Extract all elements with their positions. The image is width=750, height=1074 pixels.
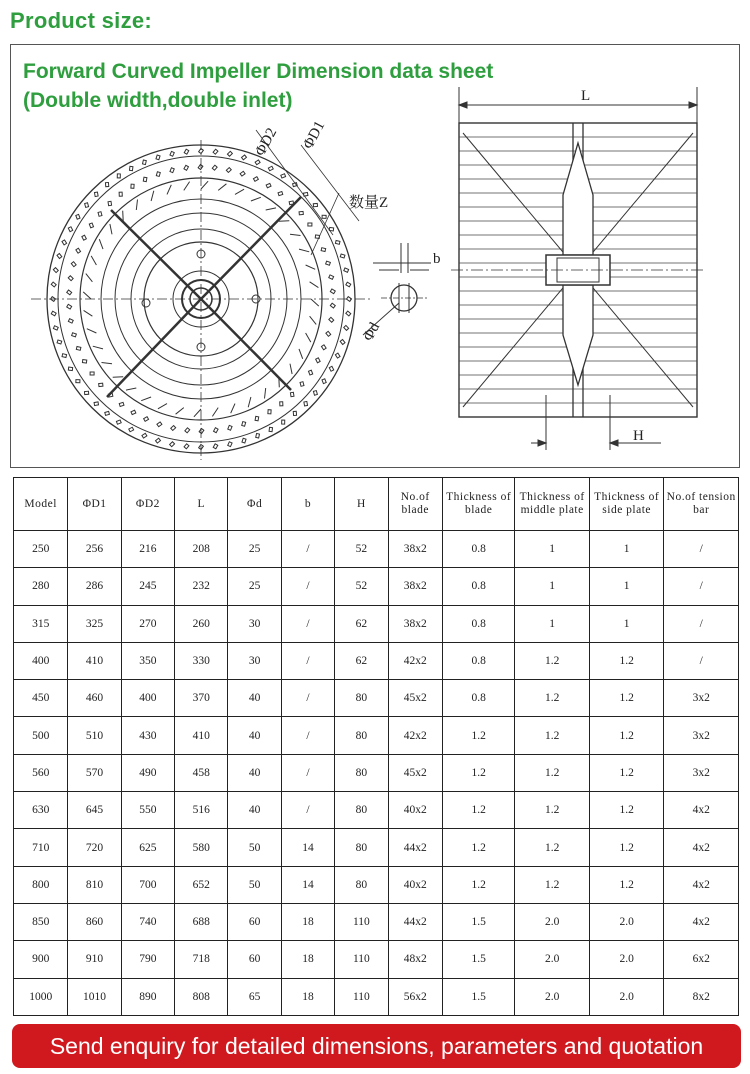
cell-middle-plate-thickness: 1.2 [515, 717, 590, 754]
cell-b: 14 [281, 866, 334, 903]
cell-model: 400 [14, 642, 68, 679]
cell-h: 110 [335, 941, 388, 978]
cell-middle-plate-thickness: 1 [515, 568, 590, 605]
table-header-row [14, 478, 739, 531]
cell-h: 110 [335, 903, 388, 940]
cell-tension-bar-count: 4x2 [664, 829, 739, 866]
cell-d2: 890 [121, 978, 174, 1015]
table-row [14, 642, 739, 679]
cell-blade-thickness: 0.8 [442, 642, 515, 679]
cell-blade-thickness: 0.8 [442, 531, 515, 568]
cell-l: 580 [175, 829, 228, 866]
cell-model: 1000 [14, 978, 68, 1015]
cell-side-plate-thickness: 2.0 [589, 941, 664, 978]
cell-d1: 460 [68, 680, 121, 717]
cell-tension-bar-count: / [664, 642, 739, 679]
cell-blade-count: 42x2 [388, 717, 442, 754]
cell-blade-thickness: 1.5 [442, 903, 515, 940]
cell-blade-thickness: 1.2 [442, 717, 515, 754]
cell-b: / [281, 680, 334, 717]
cell-model: 500 [14, 717, 68, 754]
cell-model: 280 [14, 568, 68, 605]
header-side-plate-thickness: Thickness of side plate [589, 478, 664, 531]
cell-middle-plate-thickness: 1.2 [515, 829, 590, 866]
cell-blade-count: 45x2 [388, 754, 442, 791]
table-row [14, 792, 739, 829]
cell-side-plate-thickness: 1.2 [589, 717, 664, 754]
cell-d1: 1010 [68, 978, 121, 1015]
impeller-drawings [11, 45, 739, 467]
dimension-table [13, 477, 739, 1016]
table-row [14, 680, 739, 717]
cell-side-plate-thickness: 2.0 [589, 903, 664, 940]
cell-d2: 400 [121, 680, 174, 717]
header-blade-thickness: Thickness of blade [442, 478, 515, 531]
cell-b: / [281, 717, 334, 754]
cell-d2: 270 [121, 605, 174, 642]
cell-b: / [281, 605, 334, 642]
cell-b: / [281, 642, 334, 679]
header-middle-plate-thickness: Thickness of middle plate [515, 478, 590, 531]
cell-d1: 570 [68, 754, 121, 791]
table-row [14, 903, 739, 940]
cell-d2: 550 [121, 792, 174, 829]
cell-d: 25 [228, 531, 281, 568]
table-row [14, 829, 739, 866]
cell-tension-bar-count: 3x2 [664, 717, 739, 754]
cell-blade-count: 44x2 [388, 903, 442, 940]
cell-d: 40 [228, 680, 281, 717]
cell-l: 232 [175, 568, 228, 605]
cell-d1: 860 [68, 903, 121, 940]
label-d2: ΦD2 [252, 125, 281, 159]
cell-tension-bar-count: 6x2 [664, 941, 739, 978]
cell-side-plate-thickness: 1.2 [589, 829, 664, 866]
cell-blade-thickness: 1.2 [442, 866, 515, 903]
table-row [14, 866, 739, 903]
label-b: b [433, 251, 441, 267]
table-row [14, 754, 739, 791]
cell-d1: 720 [68, 829, 121, 866]
header-l: L [175, 478, 228, 531]
cell-middle-plate-thickness: 1.2 [515, 754, 590, 791]
cell-tension-bar-count: / [664, 605, 739, 642]
cell-d: 65 [228, 978, 281, 1015]
cell-tension-bar-count: / [664, 568, 739, 605]
cell-d: 40 [228, 792, 281, 829]
table-row [14, 717, 739, 754]
cell-side-plate-thickness: 1 [589, 568, 664, 605]
header-model: Model [14, 478, 68, 531]
cell-d2: 430 [121, 717, 174, 754]
cell-d1: 410 [68, 642, 121, 679]
cell-l: 718 [175, 941, 228, 978]
cell-middle-plate-thickness: 1 [515, 531, 590, 568]
label-d: Φd [360, 320, 384, 344]
cell-d2: 740 [121, 903, 174, 940]
cell-b: / [281, 792, 334, 829]
cell-d1: 325 [68, 605, 121, 642]
cell-b: / [281, 754, 334, 791]
cell-blade-count: 48x2 [388, 941, 442, 978]
header-d2: ΦD2 [121, 478, 174, 531]
cell-tension-bar-count: 4x2 [664, 903, 739, 940]
cell-blade-thickness: 0.8 [442, 680, 515, 717]
cell-b: 18 [281, 978, 334, 1015]
cell-l: 260 [175, 605, 228, 642]
cell-l: 652 [175, 866, 228, 903]
cell-h: 62 [335, 605, 388, 642]
cell-d: 30 [228, 642, 281, 679]
cell-blade-count: 44x2 [388, 829, 442, 866]
cell-middle-plate-thickness: 2.0 [515, 903, 590, 940]
cell-l: 208 [175, 531, 228, 568]
cell-d2: 700 [121, 866, 174, 903]
cell-middle-plate-thickness: 1.2 [515, 792, 590, 829]
cell-tension-bar-count: 4x2 [664, 792, 739, 829]
table-row [14, 531, 739, 568]
cell-model: 630 [14, 792, 68, 829]
header-b: b [281, 478, 334, 531]
cell-blade-count: 40x2 [388, 792, 442, 829]
table-row [14, 568, 739, 605]
cell-side-plate-thickness: 1 [589, 531, 664, 568]
cell-model: 800 [14, 866, 68, 903]
cell-side-plate-thickness: 1.2 [589, 680, 664, 717]
cell-d: 60 [228, 941, 281, 978]
cell-blade-count: 40x2 [388, 866, 442, 903]
cell-tension-bar-count: 3x2 [664, 680, 739, 717]
cell-model: 560 [14, 754, 68, 791]
cell-h: 52 [335, 531, 388, 568]
cell-side-plate-thickness: 1.2 [589, 866, 664, 903]
table-row [14, 605, 739, 642]
cell-b: / [281, 531, 334, 568]
impeller-side-view [451, 87, 706, 450]
cell-h: 62 [335, 642, 388, 679]
cell-d2: 625 [121, 829, 174, 866]
sheet-title-line-2: (Double width,double inlet) [23, 89, 293, 112]
header-tension-bar-count: No.of tension bar [664, 478, 739, 531]
label-count: 数量Z [349, 195, 389, 211]
cell-tension-bar-count: 3x2 [664, 754, 739, 791]
cell-blade-count: 42x2 [388, 642, 442, 679]
cell-side-plate-thickness: 1.2 [589, 754, 664, 791]
cell-side-plate-thickness: 2.0 [589, 978, 664, 1015]
cell-l: 458 [175, 754, 228, 791]
cell-blade-count: 45x2 [388, 680, 442, 717]
cell-d2: 216 [121, 531, 174, 568]
hub-detail [363, 243, 431, 335]
cell-blade-thickness: 1.2 [442, 754, 515, 791]
cell-d1: 510 [68, 717, 121, 754]
cell-middle-plate-thickness: 2.0 [515, 941, 590, 978]
cell-b: 18 [281, 941, 334, 978]
cell-d2: 350 [121, 642, 174, 679]
cell-d: 40 [228, 717, 281, 754]
table-row [14, 978, 739, 1015]
impeller-front-view [31, 130, 371, 460]
cell-b: / [281, 568, 334, 605]
cell-l: 808 [175, 978, 228, 1015]
cell-model: 315 [14, 605, 68, 642]
cell-d: 30 [228, 605, 281, 642]
cell-h: 80 [335, 866, 388, 903]
cell-blade-thickness: 1.2 [442, 829, 515, 866]
label-h: H [633, 428, 644, 444]
cell-b: 14 [281, 829, 334, 866]
cell-b: 18 [281, 903, 334, 940]
label-l: L [581, 88, 591, 104]
cell-h: 80 [335, 717, 388, 754]
cell-l: 516 [175, 792, 228, 829]
cell-model: 710 [14, 829, 68, 866]
table-row [14, 941, 739, 978]
cell-model: 850 [14, 903, 68, 940]
cell-l: 688 [175, 903, 228, 940]
cell-blade-thickness: 0.8 [442, 605, 515, 642]
cell-tension-bar-count: 4x2 [664, 866, 739, 903]
cell-middle-plate-thickness: 1.2 [515, 680, 590, 717]
cell-d2: 490 [121, 754, 174, 791]
cell-d: 50 [228, 866, 281, 903]
sheet-title-line-1: Forward Curved Impeller Dimension data sheet [23, 60, 494, 83]
cell-tension-bar-count: 8x2 [664, 978, 739, 1015]
cell-middle-plate-thickness: 1.2 [515, 866, 590, 903]
table-body [14, 531, 739, 1016]
cell-middle-plate-thickness: 1.2 [515, 642, 590, 679]
cell-h: 110 [335, 978, 388, 1015]
cell-blade-count: 56x2 [388, 978, 442, 1015]
cell-blade-thickness: 0.8 [442, 568, 515, 605]
header-d: Φd [228, 478, 281, 531]
cell-blade-count: 38x2 [388, 531, 442, 568]
cell-middle-plate-thickness: 1 [515, 605, 590, 642]
cell-l: 330 [175, 642, 228, 679]
page-title: Product size: [10, 8, 153, 33]
enquiry-banner[interactable]: Send enquiry for detailed dimensions, parameters and quotation [12, 1024, 741, 1068]
cell-d: 50 [228, 829, 281, 866]
cell-h: 80 [335, 829, 388, 866]
cell-d1: 645 [68, 792, 121, 829]
cell-blade-thickness: 1.5 [442, 941, 515, 978]
cell-model: 450 [14, 680, 68, 717]
cell-h: 80 [335, 792, 388, 829]
drawing-panel [10, 44, 740, 468]
cell-d1: 256 [68, 531, 121, 568]
cell-h: 80 [335, 680, 388, 717]
header-blade-count: No.of blade [388, 478, 442, 531]
cell-d: 60 [228, 903, 281, 940]
label-d1: ΦD1 [300, 118, 329, 152]
cell-d1: 810 [68, 866, 121, 903]
cell-d1: 910 [68, 941, 121, 978]
cell-h: 80 [335, 754, 388, 791]
cell-h: 52 [335, 568, 388, 605]
header-d1: ΦD1 [68, 478, 121, 531]
cell-blade-thickness: 1.5 [442, 978, 515, 1015]
cell-l: 370 [175, 680, 228, 717]
header-h: H [335, 478, 388, 531]
cell-blade-count: 38x2 [388, 605, 442, 642]
cell-d2: 245 [121, 568, 174, 605]
cell-side-plate-thickness: 1.2 [589, 642, 664, 679]
cell-d1: 286 [68, 568, 121, 605]
cell-blade-thickness: 1.2 [442, 792, 515, 829]
cell-d: 25 [228, 568, 281, 605]
cell-middle-plate-thickness: 2.0 [515, 978, 590, 1015]
cell-model: 900 [14, 941, 68, 978]
cell-d2: 790 [121, 941, 174, 978]
cell-l: 410 [175, 717, 228, 754]
cell-model: 250 [14, 531, 68, 568]
cell-d: 40 [228, 754, 281, 791]
cell-blade-count: 38x2 [388, 568, 442, 605]
cell-side-plate-thickness: 1.2 [589, 792, 664, 829]
cell-tension-bar-count: / [664, 531, 739, 568]
cell-side-plate-thickness: 1 [589, 605, 664, 642]
